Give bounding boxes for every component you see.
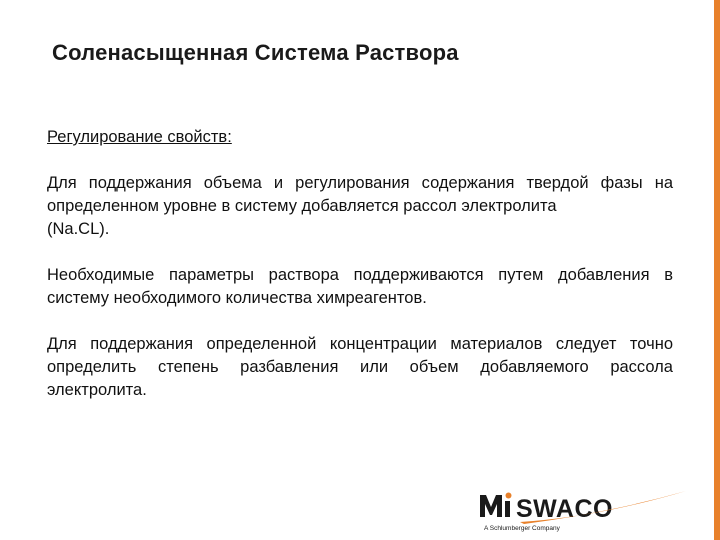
svg-text:A Schlumberger Company: A Schlumberger Company [484, 525, 560, 532]
slide-content [47, 126, 673, 402]
slide-title: Соленасыщенная Система Раствора [52, 40, 459, 65]
paragraph-2: Необходимые параметры раствора поддерживаются путем добавления в систему необходимого количества химреагентов. [47, 266, 673, 307]
paragraph-1-line-1: Для поддержания объема и регулирования содержания твердой фазы на определенном уровне в систему добавляется рассол электролита [47, 174, 673, 215]
accent-bar [714, 0, 720, 540]
paragraph-1-line-2: (Na.CL). [47, 220, 110, 238]
subheading: Регулирование свойств: [47, 128, 232, 146]
paragraph-1 [47, 172, 673, 241]
svg-text:SWACO: SWACO [516, 495, 613, 523]
mi-swaco-logo [478, 487, 688, 532]
paragraph-3: Для поддержания определенной концентрации материалов следует точно определить степень разбавления или объем добавляемого рассола электролита. [47, 335, 673, 399]
